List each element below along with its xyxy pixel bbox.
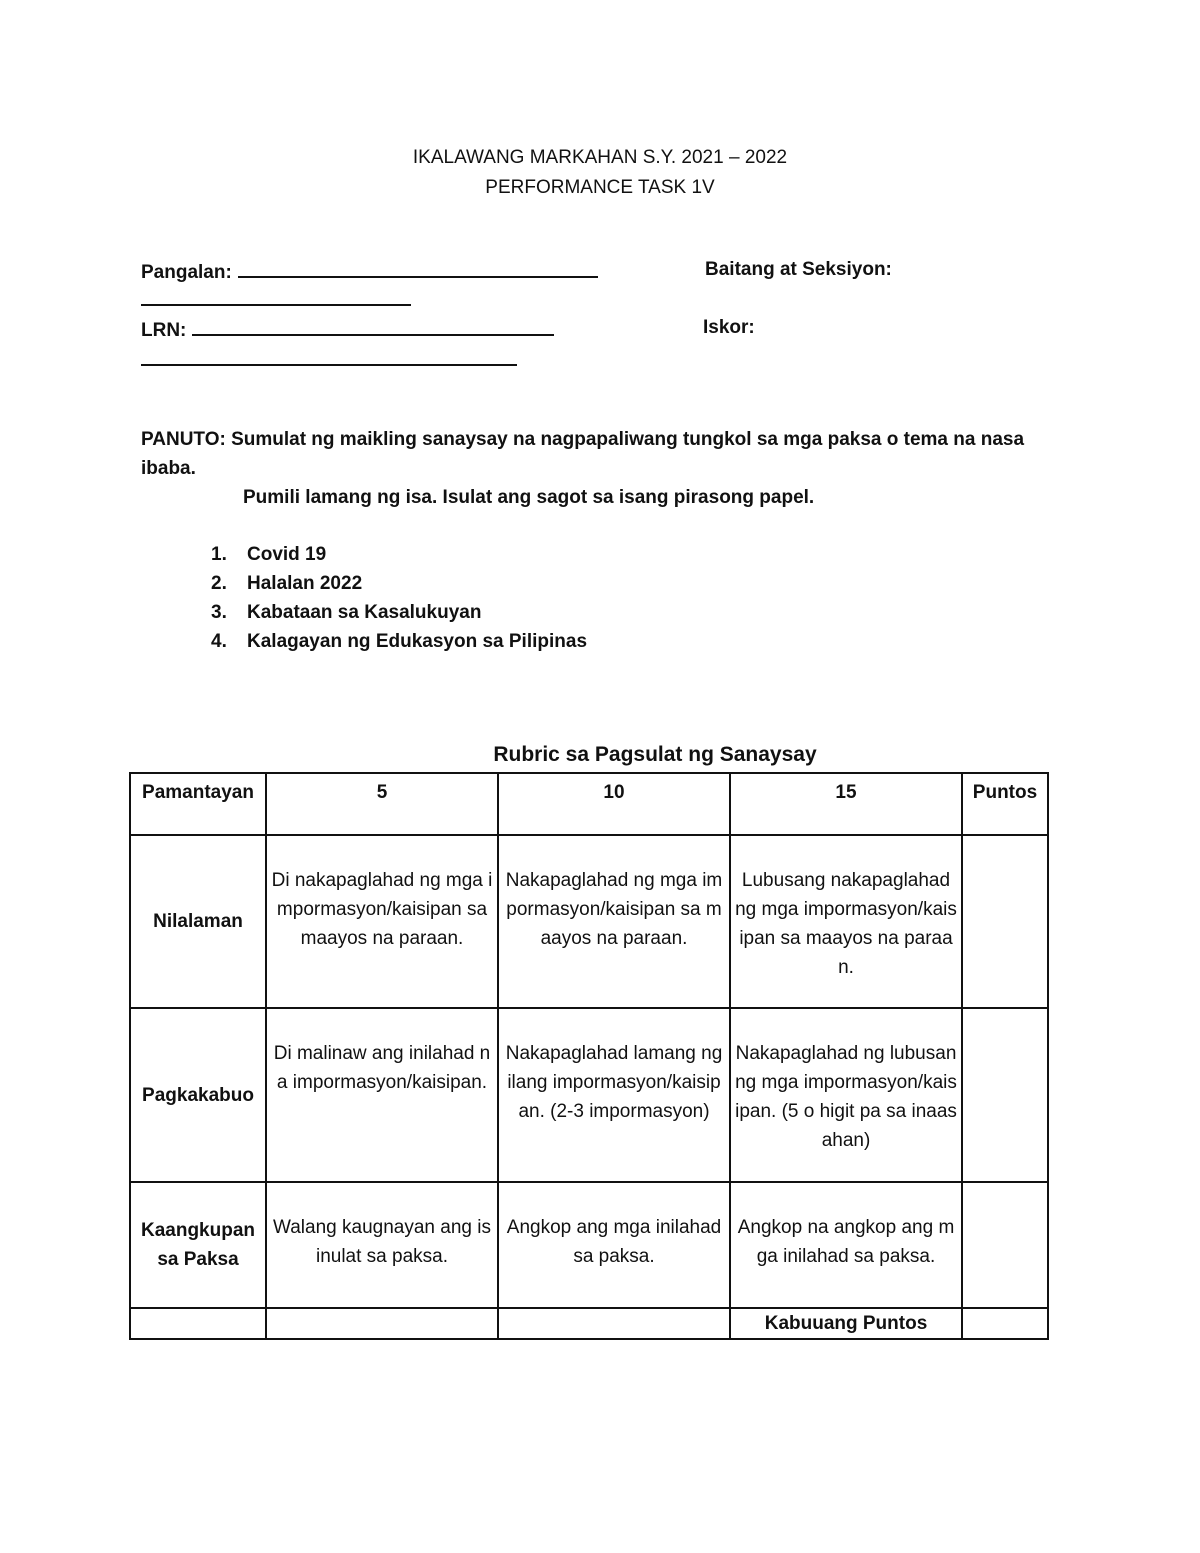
header-score-15: 15 [730, 773, 962, 835]
name-blank-line[interactable] [238, 258, 598, 278]
empty-cell [266, 1308, 498, 1339]
empty-cell [498, 1308, 730, 1339]
document-header [0, 143, 1200, 203]
empty-cell [130, 1308, 266, 1339]
score-5-cell: Di malinaw ang inilahad na impormasyon/kaisipan. [266, 1008, 498, 1182]
list-item: 2. Halalan 2022 [211, 573, 363, 594]
lrn-field[interactable] [141, 316, 554, 343]
score-label: Iskor: [703, 317, 755, 338]
total-row [130, 1308, 1048, 1339]
header-quarter-title: IKALAWANG MARKAHAN S.Y. 2021 – 2022 [412, 147, 788, 168]
score-10-cell: Angkop ang mga inilahad sa paksa. [498, 1182, 730, 1308]
score-10-cell: Nakapaglahad lamang ng ilang impormasyon/kaisipan. (2-3 impormasyon) [498, 1008, 730, 1182]
header-points: Puntos [962, 773, 1048, 835]
score-15-cell: Angkop na angkop ang mga inilahad sa paksa. [730, 1182, 962, 1308]
score-10-cell: Nakapaglahad ng mga impormasyon/kaisipan sa maayos na paraan. [498, 835, 730, 1008]
total-points-label: Kabuuang Puntos [730, 1308, 962, 1339]
points-cell[interactable] [962, 1182, 1048, 1308]
table-row [130, 1182, 1048, 1308]
points-cell[interactable] [962, 1008, 1048, 1182]
table-row [130, 1008, 1048, 1182]
topic-text: Covid 19 [247, 544, 327, 565]
table-row [130, 835, 1048, 1008]
rubric-title: Rubric sa Pagsulat ng Sanaysay [493, 743, 817, 766]
list-item: 3. Kabataan sa Kasalukuyan [211, 602, 482, 623]
instructions-main: PANUTO: Sumulat ng maikling sanaysay na nagpapaliwang tungkol sa mga paksa o tema na nasa ibaba. [141, 429, 1025, 479]
score-field[interactable] [703, 316, 755, 340]
criterion-cell: Pagkakabuo [130, 1008, 266, 1182]
score-5-cell: Walang kaugnayan ang isinulat sa paksa. [266, 1182, 498, 1308]
criterion-cell: Nilalaman [130, 835, 266, 1008]
table-header-row [130, 773, 1048, 835]
score-15-cell: Lubusang nakapaglahad ng mga impormasyon/kaisipan sa maayos na paraan. [730, 835, 962, 1008]
rubric-table [129, 772, 1049, 1340]
header-score-10: 10 [498, 773, 730, 835]
header-score-5: 5 [266, 773, 498, 835]
score-15-cell: Nakapaglahad ng lubusan ng mga impormasyon/kaisipan. (5 o higit pa sa inaasahan) [730, 1008, 962, 1182]
score-5-cell: Di nakapaglahad ng mga impormasyon/kaisipan sa maayos na paraan. [266, 835, 498, 1008]
topic-text: Kabataan sa Kasalukuyan [247, 602, 482, 623]
instructions [141, 425, 1041, 512]
name-field[interactable] [141, 258, 598, 285]
name-label: Pangalan: [141, 262, 232, 283]
lrn-label: LRN: [141, 320, 187, 341]
topic-text: Kalagayan ng Edukasyon sa Pilipinas [247, 631, 588, 652]
topic-list [141, 540, 587, 656]
grade-section-field[interactable] [705, 258, 892, 282]
score-blank-line[interactable] [141, 364, 517, 366]
list-item: 4. Kalagayan ng Edukasyon sa Pilipinas [211, 631, 588, 652]
points-cell[interactable] [962, 835, 1048, 1008]
instructions-choose-one: Pumili lamang ng isa. Isulat ang sagot sa isang pirasong papel. [243, 487, 815, 508]
list-item: 1. Covid 19 [211, 544, 327, 565]
topic-text: Halalan 2022 [247, 573, 363, 594]
grade-section-label: Baitang at Seksiyon: [705, 259, 892, 280]
header-task-title: PERFORMANCE TASK 1V [485, 177, 715, 198]
header-criterion: Pamantayan [130, 773, 266, 835]
grade-section-blank-line[interactable] [141, 304, 411, 306]
criterion-cell: Kaangkupan sa Paksa [130, 1182, 266, 1308]
lrn-blank-line[interactable] [192, 316, 554, 336]
total-points-cell[interactable] [962, 1308, 1048, 1339]
